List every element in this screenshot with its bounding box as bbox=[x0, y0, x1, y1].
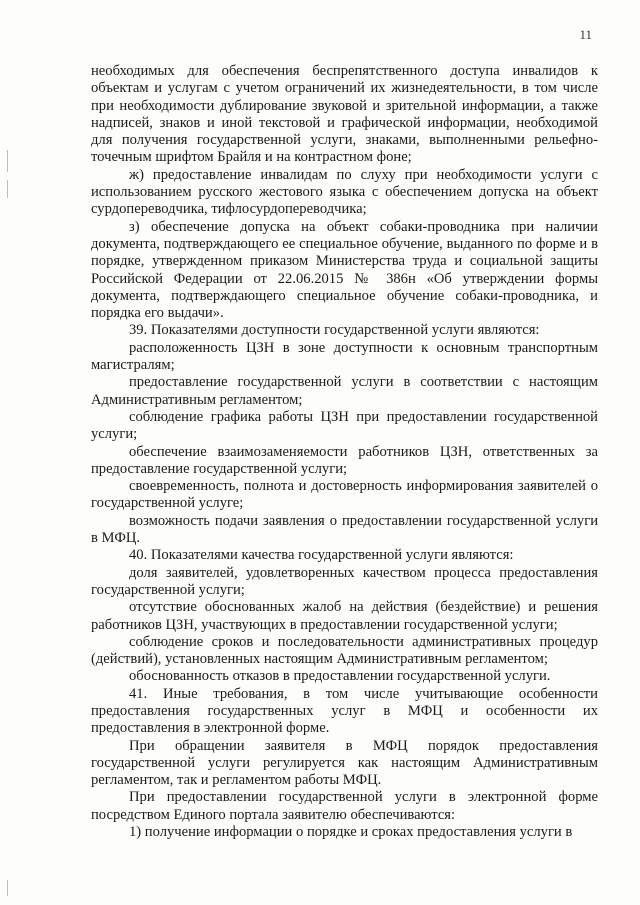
paragraph: соблюдение сроков и последовательности административных процедур (действий), установленных настоящим Административным регламентом; bbox=[91, 633, 598, 668]
paragraph: отсутствие обоснованных жалоб на действия (бездействие) и решения работников ЦЗН, участвующих в предоставлении государственной услуги; bbox=[91, 599, 598, 633]
paragraph: возможность подачи заявления о предоставлении государственной услуги в МФЦ. bbox=[91, 512, 598, 547]
paragraph: расположенность ЦЗН в зоне доступности к основным транспортным магистралям; bbox=[91, 339, 598, 374]
paragraph: доля заявителей, удовлетворенных качеством процесса предоставления государственной услуги; bbox=[91, 564, 598, 598]
paragraph: 39. Показателями доступности государственной услуги являются: bbox=[129, 322, 540, 339]
paragraph: предоставление государственной услуги в соответствии с настоящим Административным регламентом; bbox=[91, 374, 598, 408]
scan-margin-mark bbox=[7, 150, 8, 172]
paragraph: обеспечение взаимозаменяемости работников ЦЗН, ответственных за предоставление государственной услуги; bbox=[91, 443, 598, 477]
paragraph: При предоставлении государственной услуги в электронной форме посредством Единого портала заявителю обеспечиваются: bbox=[91, 789, 598, 823]
document-body bbox=[91, 63, 598, 841]
paragraph: 40. Показателями качества государственной услуги являются: bbox=[129, 547, 514, 564]
paragraph: з) обеспечение допуска на объект собаки-проводника при наличии документа, подтверждающего ее специальное обучение, выданного по форме и в порядке, утвержденном приказом Министерства труда и социальной защиты Российской Федерации от 22.06.2015 № 386н «Об утверждении формы документа, подтверждающего специальное обучение собаки-проводника, и порядка его выдачи». bbox=[91, 218, 598, 322]
paragraph: ж) предоставление инвалидам по слуху при необходимости услуги с использованием русского жестового языка с обеспечением допуска на объект сурдопереводчика, тифлосурдопереводчика; bbox=[91, 166, 598, 218]
paragraph: соблюдение графика работы ЦЗН при предоставлении государственной услуги; bbox=[91, 408, 598, 443]
page-number: 11 bbox=[579, 27, 592, 42]
scan-margin-mark bbox=[7, 180, 8, 198]
scan-margin-mark bbox=[7, 880, 8, 896]
paragraph: При обращении заявителя в МФЦ порядок предоставления государственной услуги регулируется как настоящим Административным регламентом, так и регламентом работы МФЦ. bbox=[91, 737, 598, 789]
paragraph: обоснованность отказов в предоставлении государственной услуги. bbox=[129, 668, 551, 685]
paragraph: 41. Иные требования, в том числе учитывающие особенности предоставления государственных услуг в МФЦ и особенности их предоставления в электронной форме. bbox=[91, 685, 598, 737]
paragraph: необходимых для обеспечения беспрепятственного доступа инвалидов к объектам и услугам с учетом ограничений их жизнедеятельности, в том числе при необходимости дублирование звуковой и зрительной информации, а также надписей, знаков и иной текстовой и графической информации, необходимой для получения государственной услуги, знаками, выполненными рельефно-точечным шрифтом Брайля и на контрастном фоне; bbox=[91, 63, 598, 166]
paragraph: своевременность, полнота и достоверность информирования заявителей о государственной услуге; bbox=[91, 478, 598, 512]
paragraph: 1) получение информации о порядке и сроках предоставления услуги в bbox=[129, 824, 573, 841]
